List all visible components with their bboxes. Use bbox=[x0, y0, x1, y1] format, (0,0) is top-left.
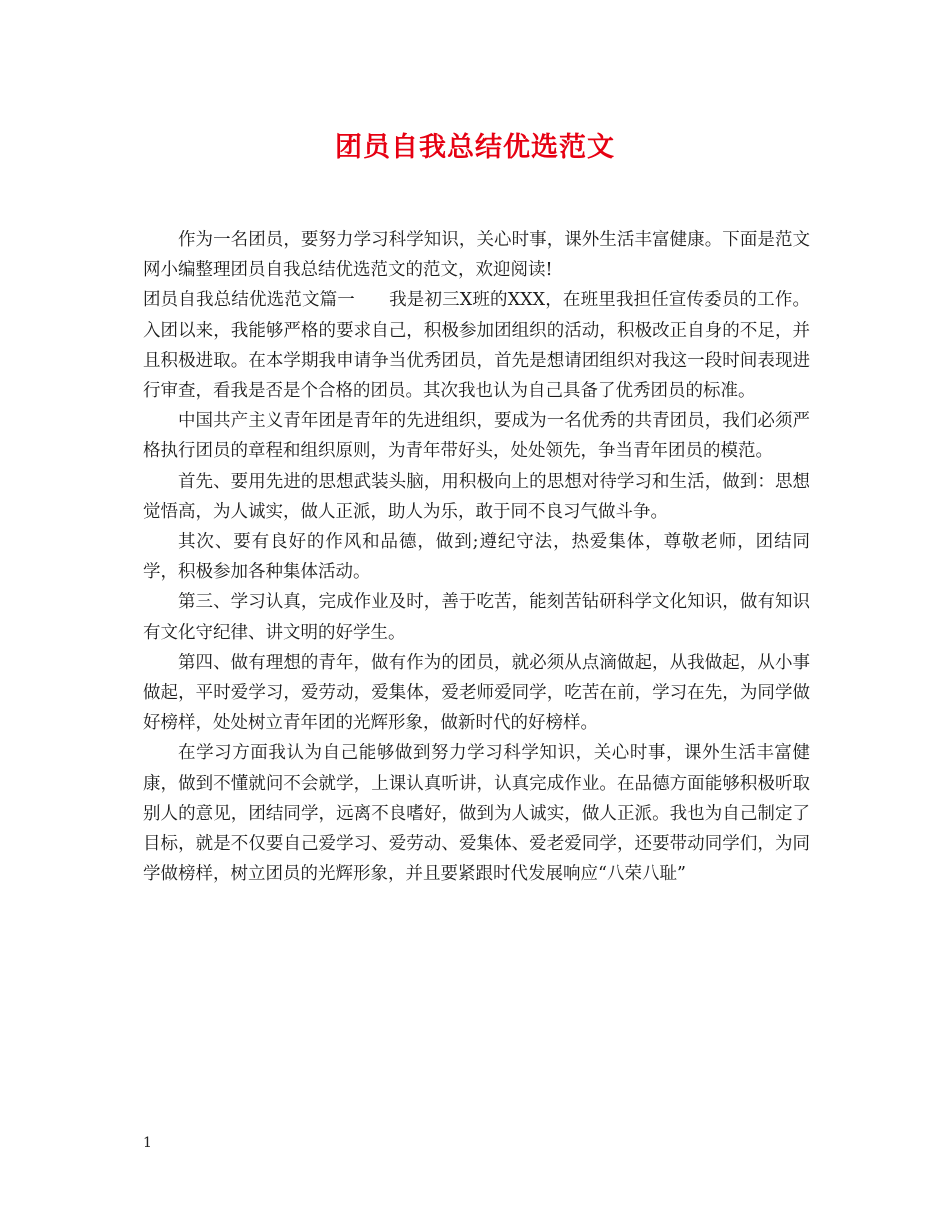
section-first-paragraph: 我是初三X班的XXX，在班里我担任宣传委员的工作。入团以来，我能够严格的要求自己，积极参加团组织的活动，积极改正自身的不足，并且积极进取。在本学期我申请争当优秀团员，首先是想请团组织对我这一段时间表现进行审查，看我是否是个合格的团员。其次我也认为自己具备了优秀团员的标准。 bbox=[143, 290, 811, 402]
body-paragraph: 首先、要用先进的思想武装头脑，用积极向上的思想对待学习和生活，做到：思想觉悟高，为人诚实，做人正派，助人为乐，敢于同不良习气做斗争。 bbox=[143, 471, 810, 522]
section-heading: 团员自我总结优选范文篇一 bbox=[143, 290, 355, 311]
body-paragraph: 第四、做有理想的青年，做有作为的团员，就必须从点滴做起，从我做起，从小事做起，平时爱学习，爱劳动，爱集体，爱老师爱同学，吃苦在前，学习在先，为同学做好榜样，处处树立青年团的光辉形象，做新时代的好榜样。 bbox=[143, 652, 810, 734]
page-number: 1 bbox=[143, 1135, 152, 1151]
section-paragraph bbox=[143, 285, 810, 406]
document-title: 团员自我总结优选范文 bbox=[335, 132, 615, 163]
intro-paragraph: 作为一名团员，要努力学习科学知识，关心时事，课外生活丰富健康。下面是范文网小编整理团员自我总结优选范文的范文，欢迎阅读! bbox=[143, 230, 810, 281]
body-paragraph: 其次、要有良好的作风和品德，做到;遵纪守法，热爱集体，尊敬老师，团结同学，积极参加各种集体活动。 bbox=[143, 532, 810, 583]
document-body bbox=[143, 225, 810, 889]
body-paragraph: 第三、学习认真，完成作业及时，善于吃苦，能刻苦钻研科学文化知识，做有知识有文化守纪律、讲文明的好学生。 bbox=[143, 592, 810, 643]
body-paragraph: 在学习方面我认为自己能够做到努力学习科学知识，关心时事，课外生活丰富健康，做到不懂就问不会就学，上课认真听讲，认真完成作业。在品德方面能够积极听取别人的意见，团结同学，远离不良嗜好，做到为人诚实，做人正派。我也为自己制定了目标，就是不仅要自己爱学习、爱劳动、爱集体、爱老爱同学，还要带动同学们，为同学做榜样，树立团员的光辉形象，并且要紧跟时代发展响应“八荣八耻” bbox=[143, 743, 810, 885]
body-paragraph: 中国共产主义青年团是青年的先进组织，要成为一名优秀的共青团员，我们必须严格执行团员的章程和组织原则，为青年带好头，处处领先，争当青年团员的模范。 bbox=[143, 411, 810, 462]
